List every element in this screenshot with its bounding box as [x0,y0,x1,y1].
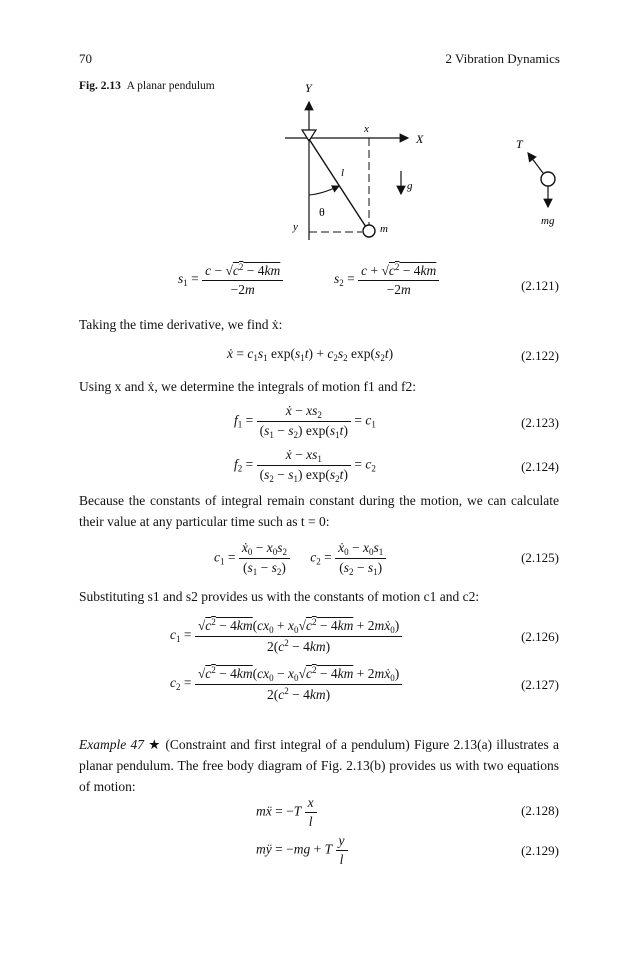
paragraph-2: Using x and ẋ, we determine the integrals of motion f1 and f2: [79,379,417,394]
equation-2-126: $c_1$ = $\frac{√c^2 - 4km(cx_0 + x_0√c^2 - 4km + 2mẋ_0)}{2(c^2 - 4km)}$ [170,617,402,655]
eq-number-2-128: (2.128) [521,803,559,818]
fbd-mass [541,172,555,186]
equation-2-129: mÿ = −mg + T $\frac{y}{l}$ [256,833,348,868]
eq-number-2-124: (2.124) [521,459,559,474]
example-label: Example 47 [79,737,144,752]
equation-2-127: $c_2$ = $\frac{√c^2 - 4km(cx_0 - x_0√c^2 - 4km + 2mẋ_0)}{2(c^2 - 4km)}$ [170,665,402,703]
eq-number-2-121: (2.121) [521,278,559,293]
equation-2-124: $f_2$ = $\frac{ẋ - xs_1}{(s_2 - s_1) \exp(s_2t)}$ = $c_2$ [234,447,376,484]
eq-number-2-126: (2.126) [521,629,559,644]
running-head: 2 Vibration Dynamics [445,51,560,66]
pendulum-mass [363,225,375,237]
label-mg: mg [541,215,555,227]
equation-2-122: ẋ = $c_1s_1$ $\exp(s_1t) + c_2s_2$ $\exp(s_2t)$ [227,346,394,363]
paragraph-4: Substituting s1 and s2 provides us with the constants of motion c1 and c2: [79,589,480,604]
eq-number-2-122: (2.122) [521,348,559,363]
eq-number-2-125: (2.125) [521,550,559,565]
figure-caption-text: A planar pendulum [126,80,215,92]
pendulum-rod [309,139,366,227]
eq-number-2-129: (2.129) [521,843,559,858]
eq-number-2-127: (2.127) [521,677,559,692]
equation-2-121: $s_1$ = $\frac{c - √c^2 - 4km}{-2m}$ [178,262,283,298]
label-y: y [293,221,298,233]
example-title: (Constraint and first integral of a pendulum) Figure 2.13(a) illustrates a planar pendulum. The free body diagram of Fig. 2.13(b) provides us with two equations of motion: [79,737,560,794]
label-g: g [407,180,413,192]
figure-caption-label: Fig. 2.13 [79,80,121,92]
star-icon: ★ [148,737,162,752]
page-number: 70 [79,51,92,66]
paragraph-3: Because the constants of integral remain constant during the motion, we can calculate their value at any particular time such as t = 0: [79,493,559,529]
label-m: m [380,223,388,235]
equation-2-128: mẍ = −T $\frac{x}{l}$ [256,795,317,830]
equation-2-125: $c_1$ = $\frac{ẋ_0 - x_0s_2}{(s_1 - s_2)}$ $c_2$ = $\frac{ẋ_0 - x_0s_1}{(s_2 - s_1)}$ [214,540,386,577]
label-T: T [516,137,523,151]
label-theta: θ [319,205,325,219]
tension-arrow [528,153,543,173]
example-paragraph [79,734,559,797]
label-l: l [341,167,345,179]
equation-2-121b: $s_2$ = $\frac{c + √c^2 - 4km}{-2m}$ [334,262,439,298]
eq-number-2-123: (2.123) [521,415,559,430]
paragraph-1: Taking the time derivative, we find ẋ: [79,317,283,332]
label-x: x [364,123,369,135]
label-Y: Y [305,81,312,95]
label-X: X [416,132,424,146]
equation-2-123: $f_1$ = $\frac{ẋ - xs_2}{(s_1 - s_2) \exp(s_1t)}$ = $c_1$ [234,403,376,440]
